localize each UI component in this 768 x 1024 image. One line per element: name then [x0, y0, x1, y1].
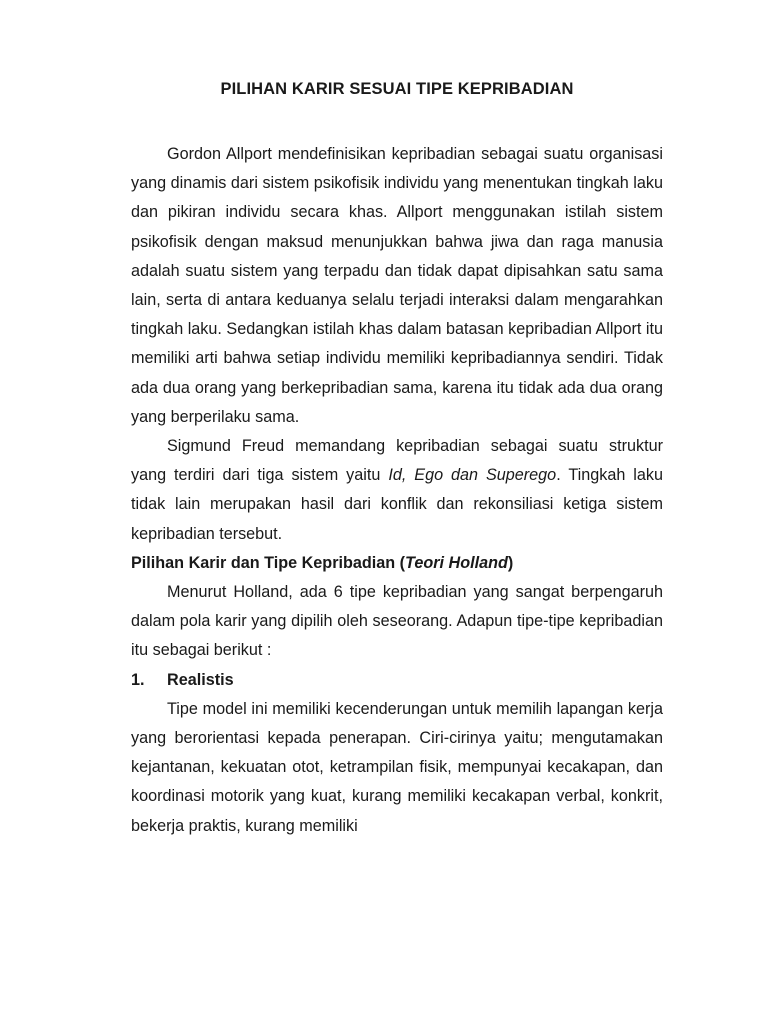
- list-item-label: Realistis: [167, 670, 234, 689]
- paragraph-freud-italic-terms: Id, Ego dan Superego: [388, 466, 557, 485]
- paragraph-realistis: Tipe model ini memiliki kecenderungan untuk memilih lapangan kerja yang berorientasi kepada penerapan. Ciri-cirinya yaitu; mengutamakan kejantanan, kekuatan otot, ketrampilan fisik, mempunyai kecakapan, dan koordinasi motorik yang kuat, kurang memiliki kecakapan verbal, konkrit, bekerja praktis, kurang memiliki: [131, 699, 663, 835]
- document-body: [131, 140, 663, 841]
- document-title: PILIHAN KARIR SESUAI TIPE KEPRIBADIAN: [220, 80, 574, 98]
- list-item-number: 1.: [131, 670, 145, 689]
- paragraph-freud-text-end: . Tingkah laku tidak lain merupakan hasil dari konflik dan rekonsiliasi ketiga sistem kepribadian tersebut.: [131, 466, 663, 543]
- section-heading-holland: [131, 549, 663, 578]
- paragraph-allport: Gordon Allport mendefinisikan kepribadian sebagai suatu organisasi yang dinamis dari sistem psikofisik individu yang menentukan tingkah laku dan pikiran individu secara khas. Allport menggunakan istilah sistem psikofisik dengan maksud menunjukkan bahwa jiwa dan raga manusia adalah suatu sistem yang terpadu dan tidak dapat dipisahkan satu sama lain, serta di antara keduanya selalu terjadi interaksi dalam mengarahkan tingkah laku. Sedangkan istilah khas dalam batasan kepribadian Allport itu memiliki arti bahwa setiap individu memiliki kepribadiannya sendiri. Tidak ada dua orang yang berkepribadian sama, karena itu tidak ada dua orang yang berperilaku sama.: [131, 145, 663, 426]
- list-item-realistis: [131, 666, 663, 695]
- section-heading-text-start: Pilihan Karir dan Tipe Kepribadian (: [131, 553, 406, 572]
- section-heading-text-end: ): [507, 553, 514, 572]
- paragraph-freud: [131, 432, 663, 549]
- section-heading-italic: Teori Holland: [405, 553, 508, 572]
- paragraph-freud-text-start: Sigmund Freud memandang kepribadian sebagai suatu struktur yang terdiri dari tiga sistem yaitu: [131, 437, 663, 485]
- paragraph-holland: Menurut Holland, ada 6 tipe kepribadian yang sangat berpengaruh dalam pola karir yang dipilih oleh seseorang. Adapun tipe-tipe kepribadian itu sebagai berikut :: [131, 583, 663, 660]
